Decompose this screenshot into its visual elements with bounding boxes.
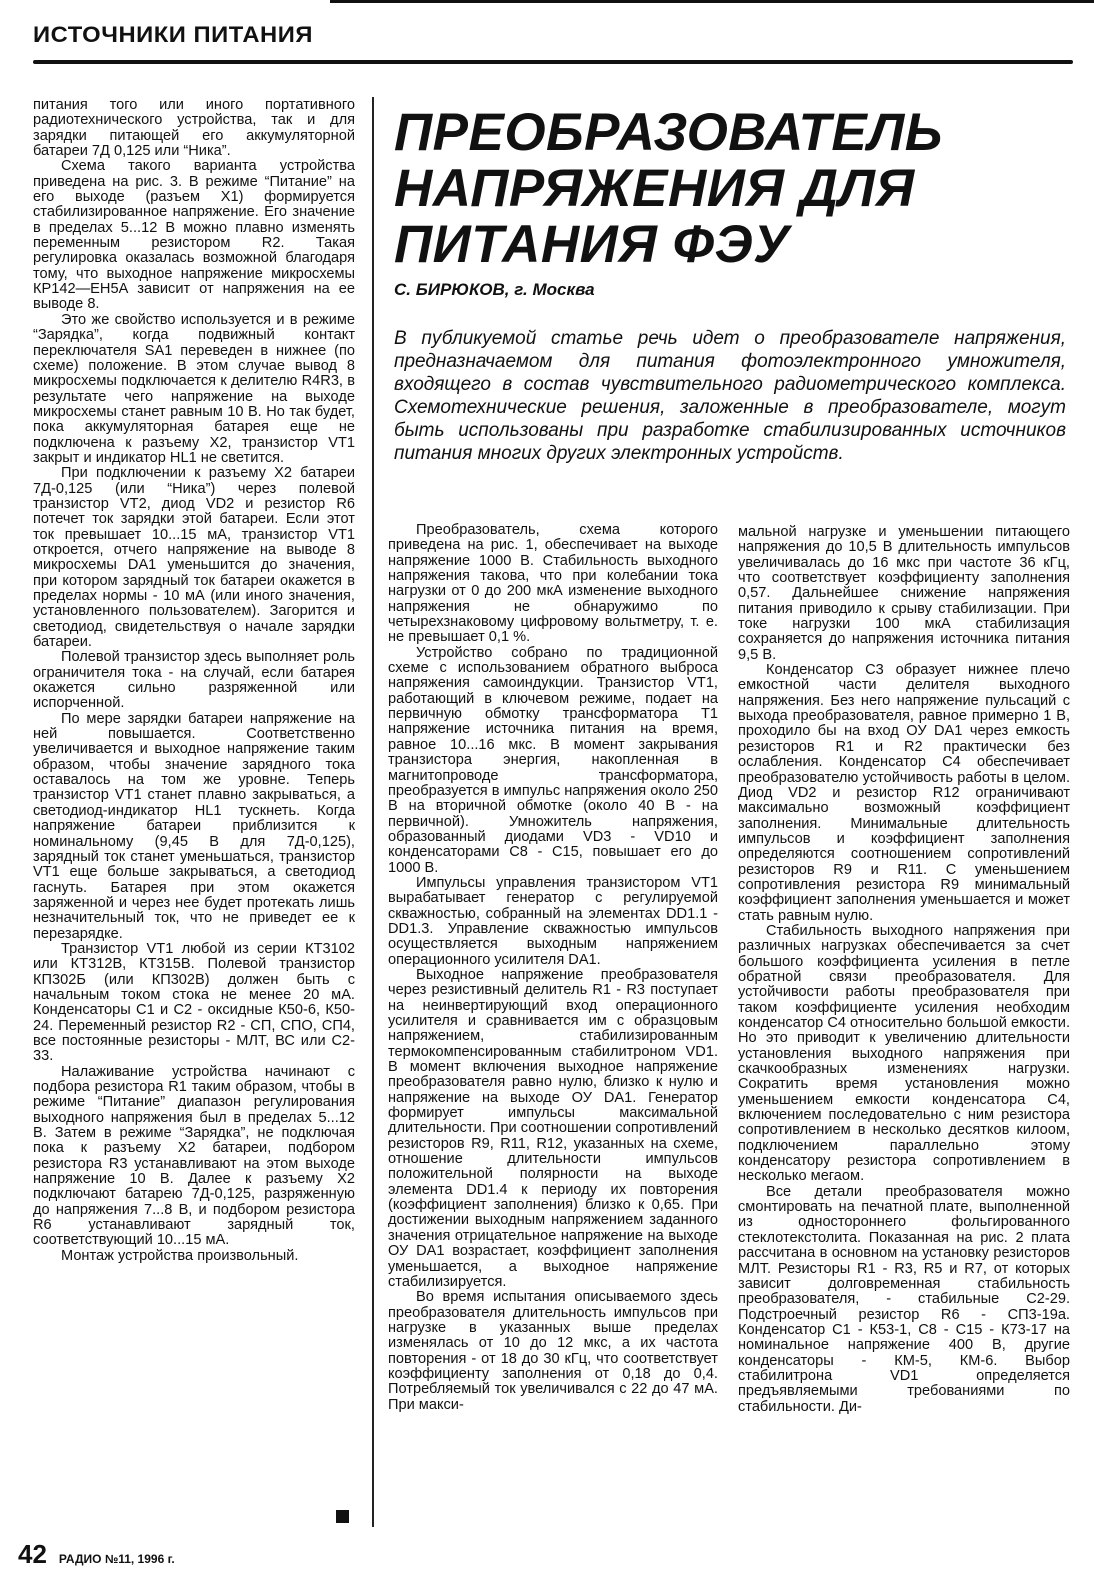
paragraph: Монтаж устройства произвольный.: [61, 1247, 299, 1264]
paragraph: Это же свойство используется и в режиме “Зарядка”, когда подвижный контакт переключателя SA1 переведен в нижнее (по схеме) положение. В этом случае вывод 8 микросхемы подключается к делителю R4R3, в результате чего напряжение на выходе микросхемы станет равным 10 В. Но так будет, пока аккумуляторная батарея еще не подключена к разъему X2, транзистор VT1 закрыт и индикатор HL1 не светится.: [33, 311, 355, 466]
paragraph: Все детали преобразователя можно смонтировать на печатной плате, выполненной из одностороннего фольгированного стеклотекстолита. Показанная на рис. 2 плата рассчитана в основном на установку резисторов МЛТ. Резисторы R1 - R3, R5 и R7, от которых зависит долговременная стабильность преобразователя, - стабильные С2-29. Подстроечный резистор R6 - СП3-19а. Конденсатор С1 - К53-1, С8 - С15 - К73-17 на номинальное напряжение 400 В, другие конденсаторы - КМ-5, КМ-6. Выбор стабилитрона VD1 определяется предъявляемыми требованиями по стабильности. Ди-: [738, 1183, 1070, 1415]
paragraph: мальной нагрузке и уменьшении питающего напряжения до 10,5 В длительность импульсов увеличивалась до 16 мкс при частоте 36 кГц, что соответствует коэффициенту заполнения 0,57. Дальнейшее снижение напряжения питания приводило к срыву стабилизации. При токе нагрузки 100 мкА стабилизация сохраняется до напряжения источника питания 9,5 В.: [738, 524, 1070, 663]
top-edge-rule: [330, 0, 1094, 3]
paragraph: Импульсы управления транзистором VT1 вырабатывает генератор с регулируемой скважностью, собранный на элементах DD1.1 - DD1.3. Управление скважностью импульсов осуществляется выходным напряжением операционного усилителя DA1.: [388, 874, 718, 968]
paragraph: Транзистор VT1 любой из серии КТ3102 или КТ312В, КТ315В. Полевой транзистор КП302Б (или КП302В) должен быть с начальным током стока не менее 20 мА. Конденсаторы С1 и С2 - оксидные К50-6, К50-24. Переменный резистор R2 - СП, СПО, СП4, все постоянные резисторы - МЛТ, ВС или С2-33.: [33, 940, 355, 1065]
title-line: ПИТАНИЯ ФЭУ: [394, 215, 790, 274]
article-author: С. БИРЮКОВ, г. Москва: [394, 280, 595, 299]
paragraph: Во время испытания описываемого здесь преобразователя длительность импульсов при нагрузке в указанных выше пределах изменялась от 10 до 12 мкс, а их частота повторения - от 18 до 30 кГц, что соответствует коэффициенту заполнения от 0,18 до 0,4. Потребляемый ток увеличивался с 22 до 47 мА. При макси-: [388, 1289, 718, 1413]
paragraph: Стабильность выходного напряжения при различных нагрузках обеспечивается за счет большого коэффициента усиления в петле обратной связи преобразователя. Для устойчивости работы преобразователя при таком коэффициенте усиления необходим конденсатор С4 относительно большой емкости. Но это приводит к увеличению длительности установления выходного напряжения при скачкообразных изменениях нагрузки. Сократить время установления можно уменьшением емкости конденсатора С4, включением последовательно с ним резистора сопротивлением в несколько десятков килоом, подключением параллельно этому конденсатору резистора сопротивлением в несколько мегаом.: [738, 922, 1070, 1185]
title-line: ПРЕОБРАЗОВАТЕЛЬ: [394, 103, 943, 162]
page-number: 42: [18, 1539, 47, 1569]
paragraph: Налаживание устройства начинают с подбора резистора R1 таким образом, чтобы в режиме “Питание” диапазон регулирования выходного напряжения был в пределах 5...12 В. Затем в режиме “Зарядка”, не подключая пока к разъему X2 батареи, подбором резистора R3 устанавливают на этом выходе напряжение 10 В. Далее к разъему X2 подключают батарею 7Д-0,125, разряженную до напряжения 7...8 В, и подбором резистора R6 устанавливают зарядный ток, соответствующий 10...15 мА.: [33, 1063, 355, 1249]
text-column-2: [388, 523, 718, 1413]
paragraph: Конденсатор С3 образует нижнее плечо емкостной части делителя выходного напряжения. Без него напряжение пульсаций с выхода преобразователя, равное примерно 1 В, проходило бы на вход ОУ DA1 через емкость резисторов R1 и R2 практически без ослабления. Конденсатор С4 обеспечивает преобразователю устойчивость работы в целом. Диод VD2 и резистор R12 ограничивают максимально возможный коэффициент заполнения. Минимальные длительность импульсов и коэффициент заполнения определяются соотношением сопротивлений резисторов R9 и R11. С уменьшением сопротивления резистора R9 минимальный коэффициент заполнения уменьшается и может стать равным нулю.: [738, 662, 1070, 924]
magazine-issue: РАДИО №11, 1996 г.: [58, 1552, 175, 1566]
text-column-1: [33, 98, 355, 1264]
article-title: [394, 105, 943, 273]
paragraph: Выходное напряжение преобразователя через резистивный делитель R1 - R3 поступает на неинвертирующий вход операционного усилителя и сравнивается им с образцовым напряжением, стабилизированным термокомпенсированным стабилитроном VD1. В момент включения выходное напряжение преобразователя равно нулю, близко к нулю и напряжение на выходе ОУ DA1. Генератор формирует импульсы максимальной длительности. При соотношении сопротивлений резисторов R9, R11, R12, указанных на схеме, отношение длительности импульсов положительной полярности на выходе элемента DD1.4 к периоду их повторения (коэффициент заполнения) близко к 0,65. При достижении выходным напряжением заданного значения отрицательное напряжение на выходе ОУ DA1 возрастает, коэффициент заполнения уменьшается, а выходное напряжение стабилизируется.: [388, 966, 718, 1290]
title-line: НАПРЯЖЕНИЯ ДЛЯ: [394, 159, 915, 218]
paragraph: Схема такого варианта устройства приведена на рис. 3. В режиме “Питание” на его выходе (разъем X1) формируется стабилизированное напряжение. Его значение в пределах 5...12 В можно плавно изменять переменным резистором R2. Такая регулировка оказалась возможной благодаря тому, что выходное напряжение микросхемы КР142—ЕН5А зависит от напряжения на ее выводе 8.: [33, 158, 355, 313]
article-lead: В публикуемой статье речь идет о преобразователе напряжения, предназначаемом для питания фотоэлектронного умножителя, входящего в состав чувствительного радиометрического комплекса. Схемотехнические решения, заложенные в преобразователе, могут быть использованы при разработке стабилизированных источников питания многих других электронных устройств.: [394, 328, 1066, 465]
paragraph: Устройство собрано по традиционной схеме с использованием обратного выброса напряжения самоиндукции. Транзистор VT1, работающий в ключевом режиме, подает на первичную обмотку трансформатора Т1 напряжение источника питания на время, равное 10...16 мкс. В момент закрывания транзистора энергия, накопленная в магнитопроводе трансформатора, преобразуется в импульс напряжения около 250 В на вторичной обмотке (около 40 В - на первичной). Умножитель напряжения, образованный диодами VD3 - VD10 и конденсаторами С8 - С15, повышает его до 1000 В.: [388, 644, 718, 876]
page-footer: [18, 1539, 175, 1570]
paragraph: питания того или иного портативного радиотехнического устройства, так и для зарядки питающей его аккумуляторной батареи 7Д 0,125 или “Ника”.: [33, 97, 355, 160]
text-column-3: [738, 525, 1070, 1415]
paragraph: Преобразователь, схема которого приведена на рис. 1, обеспечивает на выходе напряжение 1000 В. Стабильность выходного напряжения такова, что при колебании тока нагрузки от 0 до 200 мкА изменение выходного напряжения не обнаружимо по четырехзнаковому цифровому вольтметру, т. е. не превышает 0,1 %.: [388, 522, 718, 646]
header-rule: [33, 60, 1073, 64]
column-divider: [372, 97, 374, 1527]
section-heading: ИСТОЧНИКИ ПИТАНИЯ: [33, 22, 313, 47]
paragraph: По мере зарядки батареи напряжение на ней повышается. Соответственно увеличивается и выходное напряжение таким образом, чтобы значение зарядного тока оставалось на том же уровне. Теперь транзистор VT1 станет плавно закрываться, а светодиод-индикатор HL1 тускнеть. Когда напряжение батареи приблизится к номинальному (9,45 В для 7Д-0,125), зарядный ток станет уменьшаться, транзистор VT1 еще больше закрываться, а светодиод гаснуть. Батарея при этом окажется заряженной и через нее будет протекать лишь незначительный ток, что не приведет ее к перезарядке.: [33, 710, 355, 942]
paragraph: При подключении к разъему X2 батареи 7Д-0,125 (или “Ника”) через полевой транзистор VT2, диод VD2 и резистор R6 потечет ток зарядки этой батареи. Если этот ток превышает 10...15 мА, транзистор VT1 откроется, отчего напряжение на выводе 8 микросхемы DA1 уменьшится до значения, при котором зарядный ток батареи окажется в пределах нормы - 10 мА (или иного значения, установленного пользователем). Загорится и светодиод, свидетельствуя о начале зарядки батареи.: [33, 465, 355, 651]
end-of-article-square-icon: [336, 1510, 349, 1523]
paragraph: Полевой транзистор здесь выполняет роль ограничителя тока - на случай, если батарея окажется сильно разряженной или испорченной.: [33, 649, 355, 712]
